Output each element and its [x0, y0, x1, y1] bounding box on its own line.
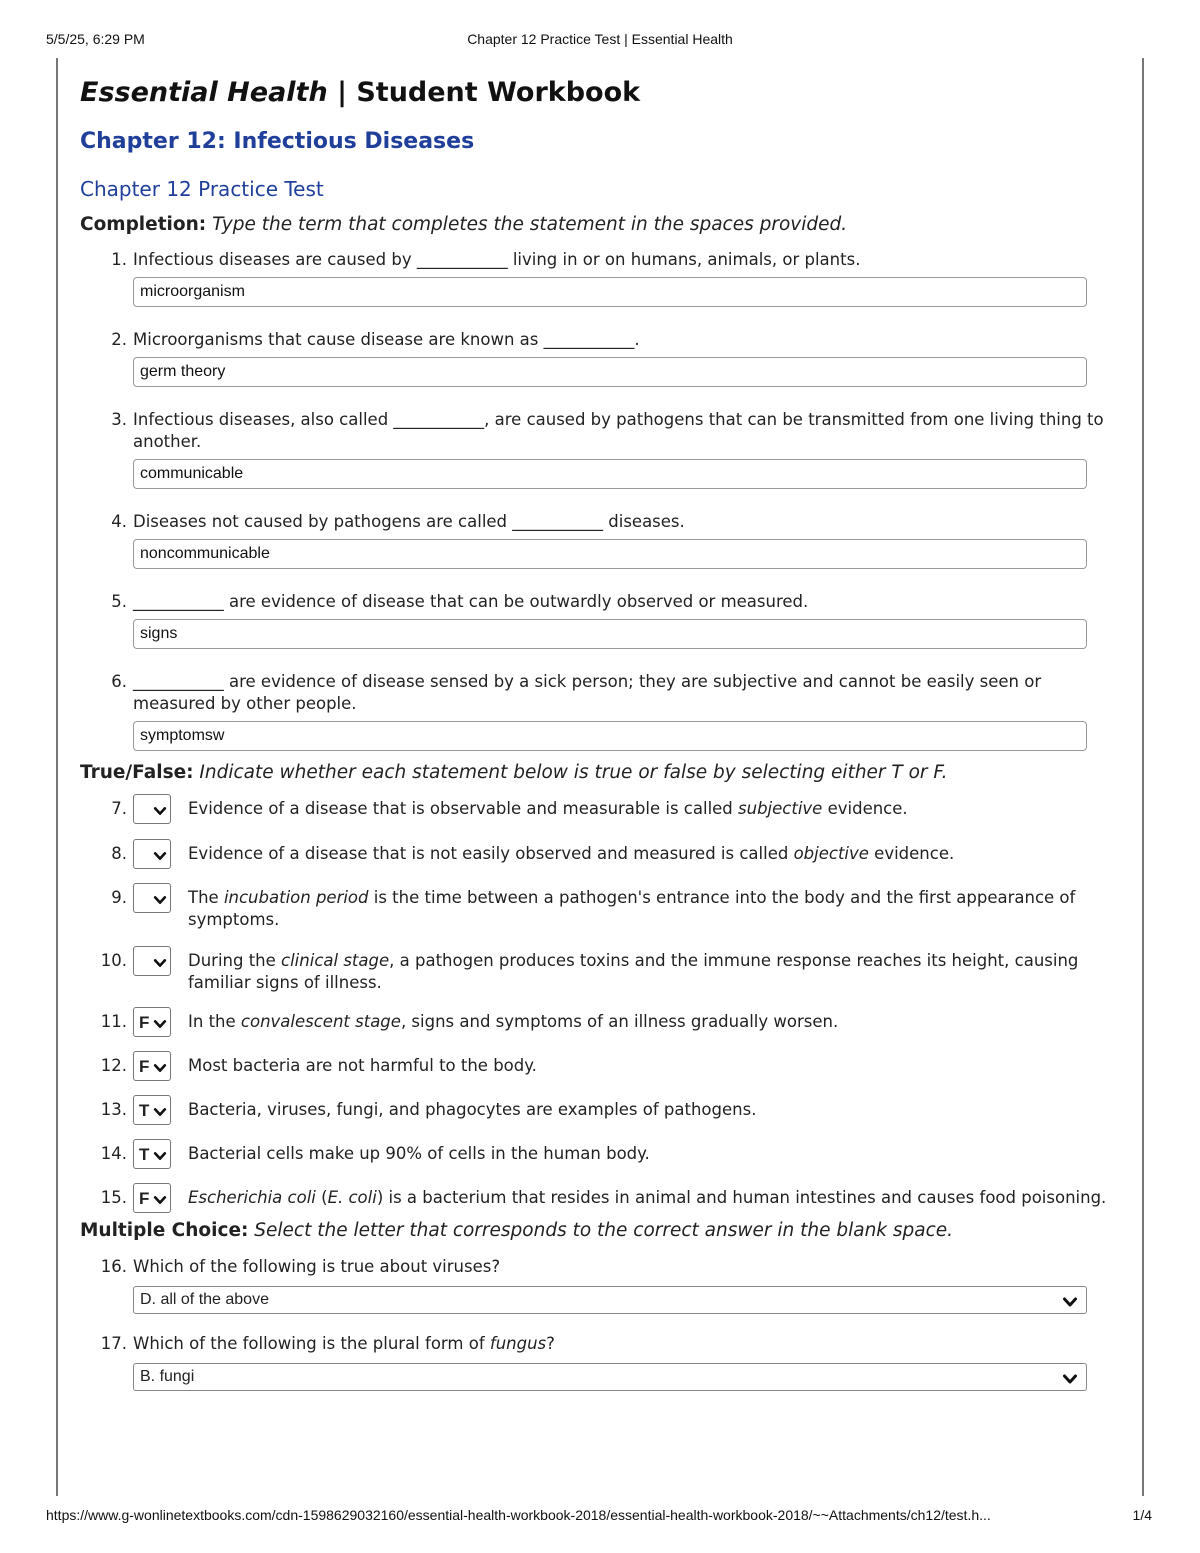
- answer-input[interactable]: communicable: [133, 459, 1087, 489]
- question-text: [188, 1007, 1122, 1033]
- chevron-down-icon: [153, 891, 167, 905]
- completion-question: [80, 329, 1122, 387]
- true-false-question: [80, 1095, 1122, 1125]
- text-part: Evidence of a disease that is observable and measurable is called: [188, 799, 739, 818]
- question-text: [188, 1183, 1122, 1209]
- text-part: evidence.: [822, 799, 908, 818]
- text-part: Most bacteria are not harmful to the body.: [188, 1056, 537, 1075]
- chapter-title: Chapter 12: Infectious Diseases: [80, 129, 475, 154]
- section-instructions: Indicate whether each statement below is true or false by selecting either T or F.: [199, 762, 948, 783]
- multiple-choice-list: [80, 1256, 1122, 1391]
- emphasized-term: convalescent stage: [240, 1012, 401, 1031]
- emphasized-term: fungus: [489, 1334, 547, 1353]
- answer-select[interactable]: [133, 1286, 1087, 1314]
- emphasized-term: subjective: [738, 799, 823, 818]
- title-separator: |: [327, 77, 357, 108]
- text-part: Which of the following is true about viruses?: [133, 1257, 501, 1276]
- question-text: Diseases not caused by pathogens are called ___________ diseases.: [133, 512, 685, 531]
- true-false-select[interactable]: [133, 883, 171, 913]
- true-false-question: [80, 1183, 1122, 1213]
- text-part: Which of the following is the plural form of: [133, 1334, 490, 1353]
- true-false-select[interactable]: [133, 1183, 171, 1213]
- true-false-select[interactable]: [133, 1139, 171, 1169]
- question-number: 17.: [100, 1334, 127, 1353]
- question-text: [188, 839, 1122, 865]
- selected-value: F: [139, 1057, 150, 1076]
- text-part: The: [188, 888, 224, 907]
- selected-value: F: [139, 1189, 150, 1208]
- multiple-choice-question: [80, 1333, 1122, 1391]
- text-part: ) is a bacterium that resides in animal and human intestines and causes food poisoning.: [376, 1188, 1107, 1207]
- section-label: Multiple Choice:: [80, 1220, 249, 1241]
- question-number: 12.: [100, 1056, 127, 1075]
- completion-heading: [80, 212, 1122, 238]
- chevron-down-icon: [153, 1015, 167, 1029]
- question-number: 7.: [111, 799, 127, 818]
- answer-input[interactable]: microorganism: [133, 277, 1087, 307]
- true-false-question: [80, 1051, 1122, 1081]
- answer-input[interactable]: noncommunicable: [133, 539, 1087, 569]
- text-part: evidence.: [868, 844, 955, 863]
- emphasized-term: objective: [793, 844, 869, 863]
- print-page-indicator: 1/4: [1132, 1507, 1152, 1523]
- text-part: In the: [188, 1012, 241, 1031]
- print-footer: [0, 1507, 1200, 1527]
- book-title: Essential Health: [80, 77, 328, 108]
- completion-question: [80, 511, 1122, 569]
- workbook-title: [80, 76, 1122, 110]
- question-text: ___________ are evidence of disease sensed by a sick person; they are subjective and cannot be easily seen or measured by other people.: [133, 672, 1042, 713]
- true-false-select[interactable]: [133, 839, 171, 869]
- chevron-down-icon: [153, 847, 167, 861]
- text-part: , a pathogen produces toxins and the immune response reaches its height, causing familiar signs of illness.: [188, 951, 1079, 992]
- question-text: Microorganisms that cause disease are known as ___________.: [133, 330, 640, 349]
- print-url: https://www.g-wonlinetextbooks.com/cdn-1598629032160/essential-health-workbook-2018/essential-health-workbook-2018/~~Attachments/ch12/test.h...: [46, 1507, 991, 1523]
- answer-select[interactable]: [133, 1363, 1087, 1391]
- completion-list: [80, 249, 1122, 751]
- true-false-select[interactable]: [133, 794, 171, 824]
- question-number: 1.: [111, 250, 127, 269]
- answer-input[interactable]: signs: [133, 619, 1087, 649]
- true-false-question: [80, 794, 1122, 824]
- section-instructions: Type the term that completes the statement in the spaces provided.: [212, 214, 848, 235]
- chevron-down-icon: [153, 1191, 167, 1205]
- question-text: [133, 1256, 1122, 1278]
- selected-value: T: [139, 1101, 150, 1120]
- true-false-select[interactable]: [133, 1095, 171, 1125]
- print-datetime: 5/5/25, 6:29 PM: [46, 31, 145, 47]
- text-part: During the: [188, 951, 282, 970]
- chevron-down-icon: [153, 1147, 167, 1161]
- question-text: [188, 946, 1122, 994]
- question-number: 16.: [100, 1257, 127, 1276]
- question-text: [188, 883, 1122, 931]
- true-false-select[interactable]: [133, 1051, 171, 1081]
- chevron-down-icon: [1062, 1293, 1078, 1309]
- chevron-down-icon: [153, 1103, 167, 1117]
- true-false-select[interactable]: [133, 946, 171, 976]
- question-text: [133, 1333, 1122, 1355]
- text-part: ?: [546, 1334, 555, 1353]
- selected-value: T: [139, 1145, 150, 1164]
- question-number: 3.: [111, 410, 127, 429]
- text-part: is the time between a pathogen's entrance into the body and the first appearance of symptoms.: [188, 888, 1076, 929]
- text-part: , signs and symptoms of an illness gradually worsen.: [400, 1012, 839, 1031]
- question-text: [188, 1139, 1122, 1165]
- print-page-title: Chapter 12 Practice Test | Essential Health: [467, 31, 733, 47]
- chevron-down-icon: [1062, 1370, 1078, 1386]
- selected-value: F: [139, 1013, 150, 1032]
- emphasized-term: incubation period: [223, 888, 369, 907]
- chevron-down-icon: [153, 1059, 167, 1073]
- completion-question: [80, 591, 1122, 649]
- question-number: 6.: [111, 672, 127, 691]
- answer-input[interactable]: germ theory: [133, 357, 1087, 387]
- true-false-select[interactable]: [133, 1007, 171, 1037]
- test-title: Chapter 12 Practice Test: [80, 177, 324, 201]
- true-false-question: [80, 839, 1122, 869]
- selected-option: D. all of the above: [140, 1291, 269, 1308]
- true-false-question: [80, 1007, 1122, 1037]
- question-number: 13.: [100, 1100, 127, 1119]
- answer-input[interactable]: symptomsw: [133, 721, 1087, 751]
- print-header: [0, 31, 1200, 51]
- true-false-question: [80, 883, 1122, 931]
- section-label: Completion:: [80, 214, 207, 235]
- completion-question: [80, 671, 1122, 751]
- section-instructions: Select the letter that corresponds to the correct answer in the blank space.: [254, 1220, 954, 1241]
- true-false-question: [80, 946, 1122, 994]
- question-text: ___________ are evidence of disease that can be outwardly observed or measured.: [133, 592, 809, 611]
- emphasized-term: Escherichia coli: [188, 1188, 316, 1207]
- workbook-content: [80, 76, 1122, 1391]
- question-number: 9.: [111, 888, 127, 907]
- text-part: Bacterial cells make up 90% of cells in the human body.: [188, 1144, 650, 1163]
- multiple-choice-question: [80, 1256, 1122, 1314]
- workbook-subtitle: Student Workbook: [356, 77, 641, 108]
- text-part: Bacteria, viruses, fungi, and phagocytes are examples of pathogens.: [188, 1100, 757, 1119]
- selected-option: B. fungi: [140, 1368, 195, 1385]
- question-text: [188, 794, 1122, 820]
- question-number: 15.: [100, 1188, 127, 1207]
- text-part: (: [315, 1188, 328, 1207]
- multiple-choice-heading: [80, 1218, 1122, 1244]
- completion-question: [80, 409, 1122, 489]
- question-number: 5.: [111, 592, 127, 611]
- text-part: Evidence of a disease that is not easily observed and measured is called: [188, 844, 794, 863]
- question-number: 8.: [111, 844, 127, 863]
- question-text: Infectious diseases are caused by ___________ living in or on humans, animals, or plants.: [133, 250, 861, 269]
- question-number: 10.: [100, 951, 127, 970]
- question-number: 14.: [100, 1144, 127, 1163]
- completion-question: [80, 249, 1122, 307]
- page-frame: [56, 58, 1144, 1496]
- question-number: 11.: [100, 1012, 127, 1031]
- section-label: True/False:: [80, 762, 194, 783]
- true-false-list: [80, 794, 1122, 1213]
- question-text: [188, 1051, 1122, 1077]
- question-text: Infectious diseases, also called ___________, are caused by pathogens that can be transmitted from one living thing to another.: [133, 410, 1104, 451]
- true-false-question: [80, 1139, 1122, 1169]
- emphasized-term: E. coli: [327, 1188, 377, 1207]
- emphasized-term: clinical stage: [281, 951, 390, 970]
- question-text: [188, 1095, 1122, 1121]
- chevron-down-icon: [153, 954, 167, 968]
- true-false-heading: [80, 760, 1122, 786]
- question-number: 2.: [111, 330, 127, 349]
- chevron-down-icon: [153, 802, 167, 816]
- question-number: 4.: [111, 512, 127, 531]
